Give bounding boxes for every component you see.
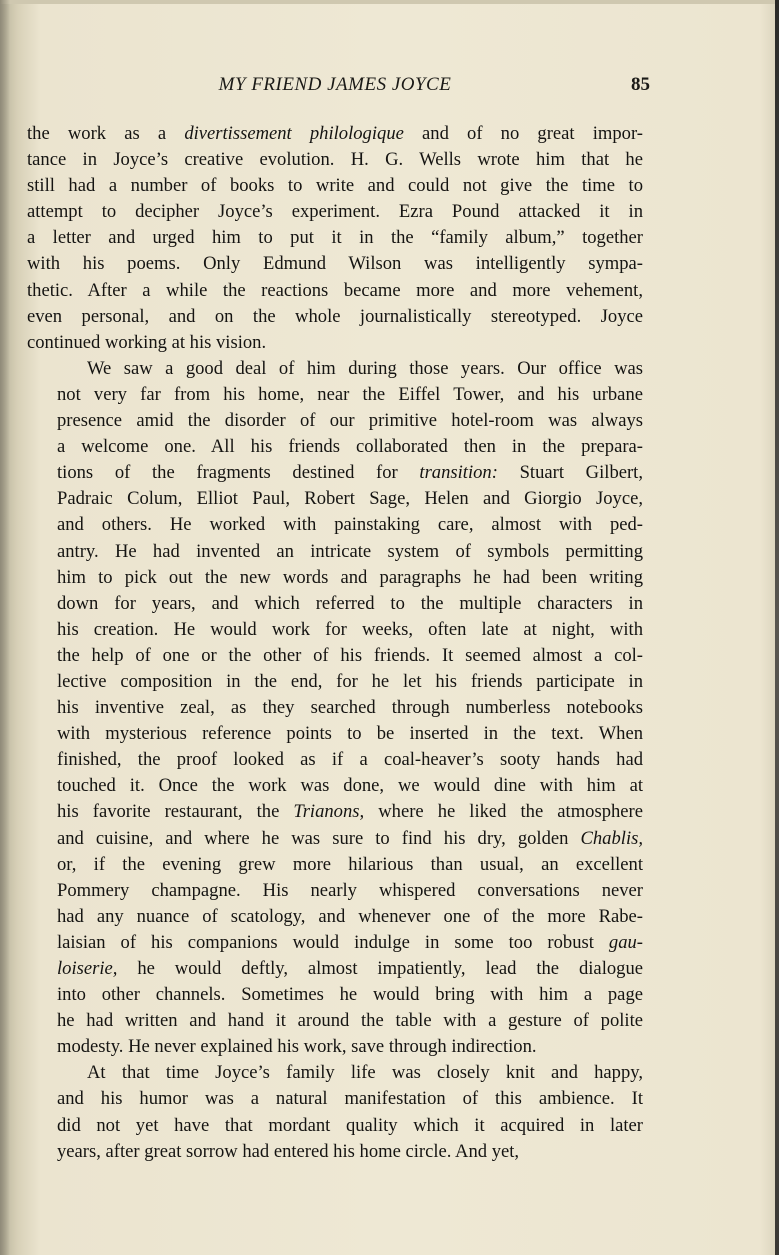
text-segment: his creation. He would work for weeks, often late at night, with — [57, 618, 643, 640]
text-line — [27, 1008, 643, 1034]
text-line — [27, 982, 643, 1008]
binding-shadow — [0, 0, 10, 1255]
paragraph — [27, 121, 643, 356]
text-segment: touched it. Once the work was done, we would dine with him at — [57, 775, 643, 797]
text-line — [27, 356, 643, 382]
text-line — [27, 878, 643, 904]
text-line — [27, 330, 643, 356]
page-number: 85 — [631, 74, 650, 95]
text-segment: the work as a — [27, 123, 185, 144]
text-segment: the help of one or the other of his friends. It seemed almost a col- — [57, 644, 643, 666]
page-top-edge — [0, 0, 779, 4]
text-line — [27, 565, 643, 591]
text-line — [27, 904, 643, 930]
text-segment: where he liked the atmosphere — [364, 801, 643, 823]
text-line — [27, 591, 643, 617]
text-segment: into other channels. Sometimes he would bring with him a page — [57, 984, 643, 1006]
text-segment: attempt to decipher Joyce’s experiment. Ezra Pound attacked it in — [27, 201, 643, 223]
text-line — [27, 617, 643, 643]
text-segment: finished, the proof looked as if a coal-heaver’s sooty hands had — [57, 749, 643, 771]
text-line — [27, 852, 643, 878]
text-segment: tance in Joyce’s creative evolution. H. G. Wells wrote him that he — [27, 149, 643, 171]
text-segment: and others. He worked with painstaking care, almost with ped- — [57, 514, 643, 536]
text-segment: still had a number of books to write and could not give the time to — [27, 175, 643, 197]
running-title: MY FRIEND JAMES JOYCE — [218, 74, 452, 95]
text-line — [27, 304, 643, 330]
italic-text: Trianons, — [293, 801, 365, 823]
paragraph — [27, 356, 643, 1061]
text-segment: had any nuance of scatology, and whenever one of the more Rabe- — [57, 905, 643, 927]
text-segment: We saw a good deal of him during those years. Our office was — [87, 357, 643, 379]
text-line — [27, 225, 643, 251]
text-segment: a welcome one. All his friends collaborated then in the prepara- — [57, 436, 643, 458]
text-segment: modesty. He never explained his work, save through indirection. — [57, 1036, 537, 1058]
text-line — [27, 799, 643, 825]
text-segment: antry. He had invented an intricate system of symbols permitting — [57, 540, 643, 562]
italic-text: loiserie, — [57, 958, 118, 979]
text-line — [27, 956, 643, 982]
text-line — [27, 199, 643, 225]
text-segment: him to pick out the new words and paragraphs he had been writing — [57, 566, 643, 588]
text-line — [27, 382, 643, 408]
running-head — [60, 74, 650, 104]
italic-text: divertissement philologique — [184, 123, 404, 144]
text-line — [27, 669, 643, 695]
text-segment: Padraic Colum, Elliot Paul, Robert Sage, Helen and Giorgio Joyce, — [57, 488, 643, 510]
italic-text: gau- — [608, 931, 643, 953]
paragraph — [27, 1060, 643, 1164]
text-segment: Pommery champagne. His nearly whispered conversations never — [57, 879, 643, 901]
text-line — [27, 251, 643, 277]
text-segment: did not yet have that mordant quality which it acquired in later — [57, 1114, 643, 1136]
text-segment: with mysterious reference points to be inserted in the text. When — [57, 723, 643, 745]
text-segment: and of no great impor- — [403, 123, 643, 144]
text-segment: laisian of his companions would indulge in some too robust — [57, 931, 609, 953]
text-segment: presence amid the disorder of our primitive hotel-room was always — [57, 410, 643, 432]
text-segment: he had written and hand it around the table with a gesture of polite — [57, 1010, 643, 1032]
text-line — [27, 930, 643, 956]
text-line — [27, 460, 643, 486]
text-line — [27, 173, 643, 199]
text-segment: or, if the evening grew more hilarious than usual, an excellent — [57, 853, 643, 875]
text-line — [27, 486, 643, 512]
text-segment: down for years, and which referred to the multiple characters in — [57, 592, 643, 614]
italic-text: Chablis, — [580, 827, 643, 849]
text-line — [27, 512, 643, 538]
text-segment: he would deftly, almost impatiently, lead the dialogue — [117, 958, 643, 979]
text-line — [27, 1060, 643, 1086]
text-segment: lective composition in the end, for he let his friends participate in — [57, 670, 643, 692]
text-line — [27, 747, 643, 773]
text-line — [27, 695, 643, 721]
page-right-edge — [775, 0, 779, 1255]
text-segment: and his humor was a natural manifestation of this ambience. It — [57, 1088, 643, 1110]
text-segment: thetic. After a while the reactions became more and more vehement, — [27, 279, 643, 301]
text-line — [27, 826, 643, 852]
text-line — [27, 1034, 643, 1060]
text-line — [27, 1113, 643, 1139]
text-segment: with his poems. Only Edmund Wilson was intelligently sympa- — [27, 253, 643, 275]
text-line — [27, 278, 643, 304]
text-line — [27, 539, 643, 565]
text-segment: continued working at his vision. — [27, 331, 267, 353]
text-line — [27, 1139, 643, 1165]
italic-text: transition: — [419, 462, 498, 484]
text-line — [27, 1086, 643, 1112]
text-segment: tions of the fragments destined for — [57, 462, 420, 484]
text-segment: Stuart Gilbert, — [497, 462, 643, 484]
text-line — [27, 408, 643, 434]
text-line — [27, 643, 643, 669]
text-segment: even personal, and on the whole journalistically stereotyped. Joyce — [27, 305, 643, 327]
text-segment: At that time Joyce’s family life was closely knit and happy, — [87, 1062, 643, 1084]
text-segment: years, after great sorrow had entered his home circle. And yet, — [57, 1140, 520, 1162]
text-segment: and cuisine, and where he was sure to find his dry, golden — [57, 827, 581, 849]
body-text — [27, 121, 643, 1165]
text-line — [27, 121, 643, 147]
text-line — [27, 773, 643, 799]
text-segment: a letter and urged him to put it in the “family album,” together — [27, 227, 643, 249]
text-segment: not very far from his home, near the Eiffel Tower, and his urbane — [57, 383, 643, 405]
text-segment: his inventive zeal, as they searched through numberless notebooks — [57, 697, 643, 719]
text-line — [27, 434, 643, 460]
text-line — [27, 147, 643, 173]
text-line — [27, 721, 643, 747]
text-segment: his favorite restaurant, the — [57, 801, 294, 823]
